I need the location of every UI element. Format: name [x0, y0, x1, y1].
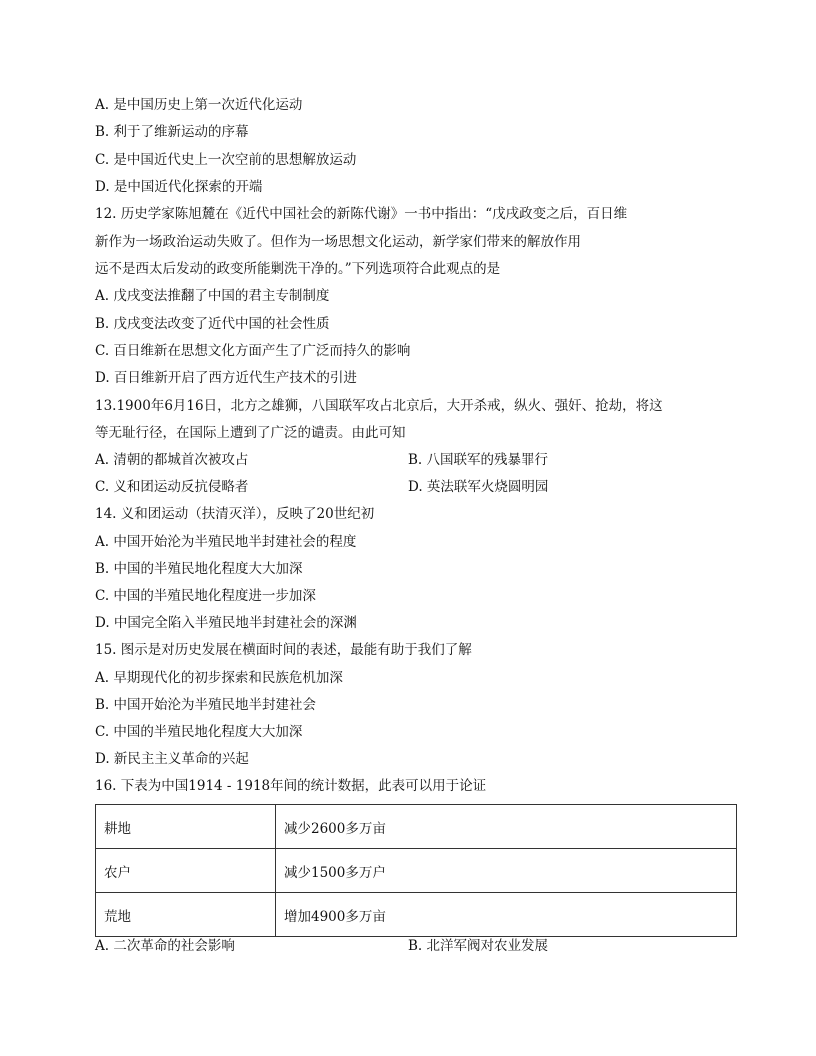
q12-option-c: C. 百日维新在思想文化方面产生了广泛而持久的影响	[95, 343, 411, 359]
q15-option-c: C. 中国的半殖民地化程度大大加深	[95, 724, 303, 740]
q12-option-a: A. 戊戌变法推翻了中国的君主专制制度	[95, 288, 330, 304]
q13-option-c: C. 义和团运动反抗侵略者	[95, 479, 249, 495]
q11-option-d: D. 是中国近代化探索的开端	[95, 179, 263, 195]
q14-stem: 14. 义和团运动（扶清灭洋），反映了20世纪初	[95, 506, 375, 522]
statistics-table	[95, 804, 737, 937]
q12-option-d: D. 百日维新开启了西方近代生产技术的引进	[95, 370, 357, 386]
q14-option-d: D. 中国完全陷入半殖民地半封建社会的深渊	[95, 615, 357, 631]
q14-option-b: B. 中国的半殖民地化程度大大加深	[95, 561, 303, 577]
q11-option-a: A. 是中国历史上第一次近代化运动	[95, 97, 303, 113]
table-row	[96, 893, 737, 937]
q12-stem-line-2: 新作为一场政治运动失败了。但作为一场思想文化运动，新学家们带来的解放作用	[95, 234, 581, 250]
q15-option-d: D. 新民主主义革命的兴起	[95, 751, 249, 767]
q14-option-c: C. 中国的半殖民地化程度进一步加深	[95, 588, 316, 604]
table-cell-label: 荒地	[96, 893, 276, 937]
q13-stem-line-2: 等无耻行径，在国际上遭到了广泛的谴责。由此可知	[95, 425, 406, 441]
q12-stem-line-3: 远不是西太后发动的政变所能剿洗干净的。”下列选项符合此观点的是	[95, 261, 501, 277]
q16-stem: 16. 下表为中国1914 - 1918年间的统计数据，此表可以用于论证	[95, 778, 487, 794]
table-cell-label: 农户	[96, 849, 276, 893]
table-cell-value: 减少1500多万户	[276, 849, 737, 893]
q13-option-a: A. 清朝的都城首次被攻占	[95, 452, 249, 468]
table-row	[96, 805, 737, 849]
q13-option-d: D. 英法联军火烧圆明园	[408, 479, 549, 495]
q15-option-a: A. 早期现代化的初步探索和民族危机加深	[95, 670, 343, 686]
q12-option-b: B. 戊戌变法改变了近代中国的社会性质	[95, 316, 330, 332]
q11-option-c: C. 是中国近代史上一次空前的思想解放运动	[95, 152, 357, 168]
q14-option-a: A. 中国开始沦为半殖民地半封建社会的程度	[95, 534, 357, 550]
q13-stem-line-1: 13.1900年6月16日，北方之雄狮，八国联军攻占北京后，大开杀戒，纵火、强奸、抢劫，将这	[95, 398, 663, 414]
q16-option-b: B. 北洋军阀对农业发展	[408, 938, 549, 954]
table-cell-value: 减少2600多万亩	[276, 805, 737, 849]
q16-option-a: A. 二次革命的社会影响	[95, 938, 235, 954]
table-cell-value: 增加4900多万亩	[276, 893, 737, 937]
q13-option-b: B. 八国联军的残暴罪行	[408, 452, 549, 468]
q12-stem-line-1: 12. 历史学家陈旭麓在《近代中国社会的新陈代谢》一书中指出：“戊戌政变之后，百日维	[95, 206, 628, 222]
table-row	[96, 849, 737, 893]
q11-option-b: B. 利于了维新运动的序幕	[95, 124, 249, 140]
q15-stem: 15. 图示是对历史发展在横面时间的表述，最能有助于我们了解	[95, 642, 472, 658]
q15-option-b: B. 中国开始沦为半殖民地半封建社会	[95, 697, 317, 713]
table-cell-label: 耕地	[96, 805, 276, 849]
